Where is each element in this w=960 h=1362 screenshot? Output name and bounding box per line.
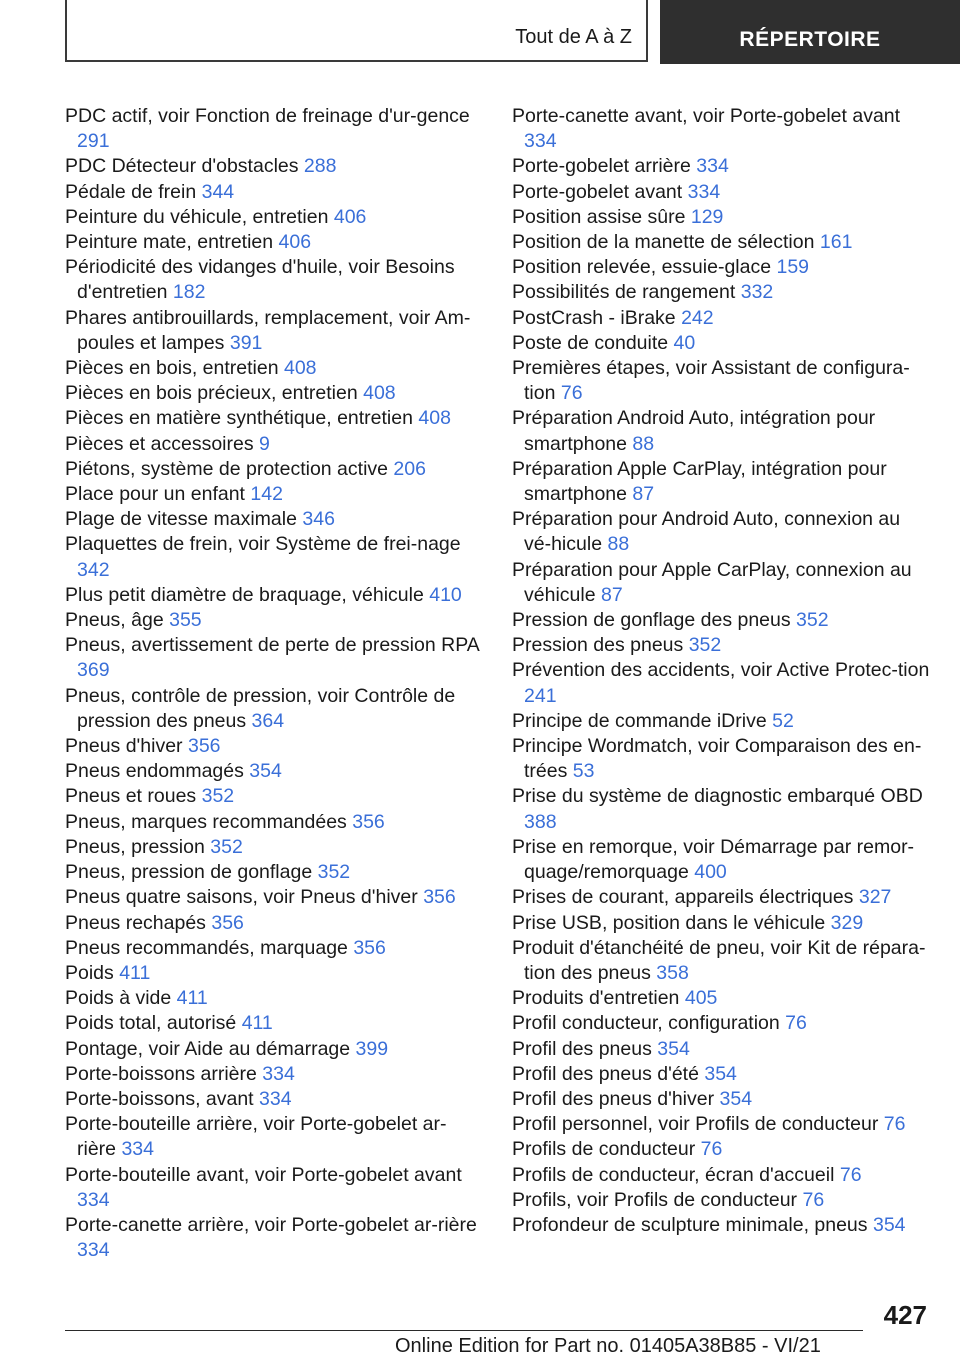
index-term: Principe Wordmatch, voir Comparaison des en-trées — [512, 735, 922, 783]
index-entry — [65, 205, 485, 230]
page-reference-link[interactable]: 352 — [688, 634, 722, 657]
page-reference-link[interactable]: 334 — [77, 1188, 110, 1211]
index-entry — [512, 1213, 932, 1238]
index-term: Porte-canette arrière, voir Porte-gobelet ar-rière — [65, 1213, 477, 1236]
index-entry — [512, 1112, 932, 1137]
index-entry — [512, 633, 932, 658]
index-entry — [65, 507, 485, 532]
page-reference-link[interactable]: 346 — [302, 508, 335, 531]
index-term: Porte-boissons, avant — [65, 1087, 254, 1110]
page-reference-link[interactable]: 76 — [700, 1138, 723, 1161]
page-reference-link[interactable]: 159 — [776, 256, 810, 279]
page-reference-link[interactable]: 40 — [673, 331, 696, 354]
index-term: Porte-gobelet arrière — [512, 155, 691, 178]
index-term: Plage de vitesse maximale — [65, 508, 297, 531]
index-term: Pneus, pression de gonflage — [65, 861, 313, 884]
index-entry — [512, 356, 932, 406]
index-term: Poids total, autorisé — [65, 1012, 237, 1035]
index-term: PDC Détecteur d'obstacles — [65, 155, 299, 178]
index-term: Premières étapes, voir Assistant de configura-tion — [512, 357, 910, 405]
index-column-right — [512, 104, 932, 1238]
index-term: Peinture du véhicule, entretien — [65, 205, 329, 228]
index-entry — [65, 255, 485, 305]
index-entry — [65, 1062, 485, 1087]
index-term: Profil des pneus d'hiver — [512, 1087, 715, 1110]
index-entry — [65, 911, 485, 936]
index-entry — [65, 230, 485, 255]
index-term: Possibilités de rangement — [512, 281, 736, 304]
index-term: Produit d'étanchéité de pneu, voir Kit de répara-tion des pneus — [512, 936, 926, 984]
index-entry — [512, 154, 932, 179]
index-term: Piétons, système de protection active — [65, 457, 388, 480]
page-reference-link[interactable]: 408 — [283, 357, 317, 380]
index-term: PostCrash - iBrake — [512, 306, 676, 329]
index-entry — [512, 406, 932, 456]
index-entry — [65, 1163, 485, 1213]
index-entry — [512, 331, 932, 356]
page-reference-link[interactable]: 241 — [524, 684, 557, 707]
index-entry — [65, 154, 485, 179]
page-reference-link[interactable]: 356 — [353, 936, 386, 959]
page-reference-link[interactable]: 334 — [696, 155, 729, 178]
index-term: Porte-bouteille arrière, voir Porte-gobelet ar-rière — [65, 1113, 447, 1161]
index-term: Profils de conducteur, écran d'accueil — [512, 1163, 835, 1186]
page-reference-link[interactable]: 87 — [632, 483, 655, 506]
index-term: Poids à vide — [65, 987, 172, 1010]
index-entry — [65, 936, 485, 961]
page-reference-link[interactable]: 408 — [363, 382, 396, 405]
chapter-title: RÉPERTOIRE — [739, 28, 881, 51]
page-reference-link[interactable]: 406 — [333, 205, 367, 228]
index-term: Poste de conduite — [512, 331, 669, 354]
index-term: Position de la manette de sélection — [512, 231, 815, 254]
index-term: Porte-gobelet avant — [512, 180, 683, 203]
page-reference-link[interactable]: 76 — [802, 1188, 825, 1211]
index-entry — [512, 1011, 932, 1036]
index-entry — [65, 306, 485, 356]
page-reference-link[interactable]: 356 — [211, 911, 244, 934]
page-reference-link[interactable]: 356 — [423, 886, 456, 909]
page-reference-link[interactable]: 344 — [201, 180, 235, 203]
page-reference-link[interactable]: 182 — [172, 281, 206, 304]
index-term: Profil des pneus d'été — [512, 1062, 699, 1085]
index-entry — [65, 1087, 485, 1112]
index-term: Profils de conducteur — [512, 1138, 696, 1161]
page-reference-link[interactable]: 411 — [241, 1012, 273, 1035]
page-reference-link[interactable]: 354 — [657, 1037, 690, 1060]
index-term: Prise USB, position dans le véhicule — [512, 911, 826, 934]
index-term: Pneus recommandés, marquage — [65, 936, 348, 959]
index-term: Pneus, contrôle de pression, voir Contrôle de pression des pneus — [65, 684, 456, 732]
page-reference-link[interactable]: 352 — [317, 861, 351, 884]
index-entry — [512, 1037, 932, 1062]
page-reference-link[interactable]: 129 — [690, 205, 724, 228]
index-term: PDC actif, voir Fonction de freinage d'ur-gence — [65, 105, 470, 127]
page-reference-link[interactable]: 88 — [607, 533, 630, 556]
index-entry — [65, 406, 485, 431]
chapter-tab — [660, 0, 960, 64]
page-reference-link[interactable]: 334 — [524, 130, 557, 153]
page-reference-link[interactable]: 411 — [176, 987, 208, 1010]
index-entry — [65, 684, 485, 734]
page-reference-link[interactable]: 288 — [303, 155, 337, 178]
index-entry — [65, 583, 485, 608]
page-reference-link[interactable]: 334 — [262, 1062, 295, 1085]
page-reference-link[interactable]: 352 — [210, 835, 243, 858]
index-term: Pneus, âge — [65, 609, 164, 632]
index-term: Préparation Apple CarPlay, intégration pour smartphone — [512, 457, 887, 506]
index-entry — [512, 784, 932, 834]
page-reference-link[interactable]: 334 — [77, 1239, 110, 1262]
index-entry — [512, 457, 932, 507]
index-entry — [65, 608, 485, 633]
page-reference-link[interactable]: 352 — [201, 785, 235, 808]
index-entry — [65, 835, 485, 860]
page-reference-link[interactable]: 354 — [704, 1062, 737, 1085]
index-term: Périodicité des vidanges d'huile, voir Besoins d'entretien — [65, 256, 455, 304]
index-entry — [65, 381, 485, 406]
page-reference-link[interactable]: 354 — [719, 1087, 753, 1110]
index-term: Poids — [65, 961, 114, 984]
page-reference-link[interactable]: 399 — [355, 1037, 389, 1060]
index-entry — [65, 104, 485, 154]
page-reference-link[interactable]: 142 — [250, 483, 283, 506]
index-term: Pièces en matière synthétique, entretien — [65, 407, 413, 430]
index-entry — [65, 1112, 485, 1162]
index-term: Préparation Android Auto, intégration pour smartphone — [512, 407, 876, 455]
index-entry — [512, 1087, 932, 1112]
index-entry — [512, 658, 932, 708]
index-entry — [65, 482, 485, 507]
index-term: Profils, voir Profils de conducteur — [512, 1188, 798, 1211]
page-reference-link[interactable]: 332 — [740, 281, 774, 304]
page-reference-link[interactable]: 161 — [819, 231, 853, 254]
index-entry — [65, 633, 485, 683]
index-entry — [512, 1163, 932, 1188]
footer — [0, 1333, 960, 1362]
page-reference-link[interactable]: 369 — [77, 659, 110, 682]
footer-divider — [65, 1330, 863, 1331]
index-term: Produits d'entretien — [512, 987, 680, 1010]
index-entry — [512, 306, 932, 331]
index-term: Porte-bouteille avant, voir Porte-gobelet avant — [65, 1163, 462, 1186]
index-term: Porte-boissons arrière — [65, 1062, 257, 1085]
index-term: Préparation pour Android Auto, connexion au vé-hicule — [512, 508, 901, 556]
edition-label: Online Edition for Part no. 01405A38B85 - VI/21 — [395, 1335, 821, 1357]
page-reference-link[interactable]: 410 — [429, 583, 462, 606]
index-entry — [65, 180, 485, 205]
page-reference-link[interactable]: 334 — [259, 1087, 292, 1110]
index-term: Profil conducteur, configuration — [512, 1012, 780, 1035]
index-entry — [65, 532, 485, 582]
index-term: Pneus et roues — [65, 785, 197, 808]
index-entry — [65, 457, 485, 482]
index-entry — [512, 280, 932, 305]
page-reference-link[interactable]: 352 — [796, 609, 829, 632]
index-term: Phares antibrouillards, remplacement, voir Am-poules et lampes — [65, 306, 471, 354]
index-entry — [512, 608, 932, 633]
index-term: Pièces en bois, entretien — [65, 357, 279, 380]
page-reference-link[interactable]: 342 — [77, 558, 110, 581]
index-entry — [512, 709, 932, 734]
index-entry — [65, 986, 485, 1011]
page-reference-link[interactable]: 406 — [278, 231, 312, 254]
page-reference-link[interactable]: 291 — [77, 130, 110, 153]
page-reference-link[interactable]: 334 — [121, 1138, 154, 1161]
index-term: Position assise sûre — [512, 205, 686, 228]
index-entry — [512, 230, 932, 255]
page-reference-link[interactable]: 206 — [393, 457, 426, 480]
page-reference-link[interactable]: 356 — [187, 735, 221, 758]
index-entry — [65, 810, 485, 835]
index-entry — [512, 1137, 932, 1162]
index-entry — [65, 734, 485, 759]
index-term: Pneus rechapés — [65, 911, 206, 934]
index-entry — [512, 205, 932, 230]
index-term: Prévention des accidents, voir Active Protec-tion — [512, 659, 930, 682]
index-term: Pontage, voir Aide au démarrage — [65, 1037, 351, 1060]
index-entry — [512, 1062, 932, 1087]
index-term: Profil des pneus — [512, 1037, 652, 1060]
page-reference-link[interactable]: 76 — [883, 1113, 906, 1136]
index-entry — [512, 558, 932, 608]
index-entry — [512, 104, 932, 154]
page-reference-link[interactable]: 329 — [830, 911, 864, 934]
index-entry — [65, 885, 485, 910]
page-reference-link[interactable]: 242 — [681, 306, 714, 329]
index-entry — [512, 885, 932, 910]
page-reference-link[interactable]: 354 — [872, 1213, 906, 1236]
page-reference-link[interactable]: 358 — [656, 961, 689, 984]
page-reference-link[interactable]: 354 — [249, 760, 282, 783]
index-entry — [512, 180, 932, 205]
page-reference-link[interactable]: 400 — [694, 861, 727, 884]
page-reference-link[interactable]: 52 — [772, 709, 794, 732]
index-entry — [512, 911, 932, 936]
page-number: 427 — [883, 1300, 927, 1330]
index-term: Pneus d'hiver — [65, 735, 183, 758]
header-section-tab — [65, 0, 648, 62]
index-term: Peinture mate, entretien — [65, 231, 274, 254]
page-reference-link[interactable]: 355 — [169, 609, 202, 632]
page-reference-link[interactable]: 53 — [572, 760, 595, 783]
page-reference-link[interactable]: 405 — [684, 987, 718, 1010]
page-reference-link[interactable]: 364 — [251, 709, 285, 732]
page-reference-link[interactable]: 411 — [119, 961, 151, 984]
index-term: Pneus quatre saisons, voir Pneus d'hiver — [65, 886, 418, 909]
index-term: Pneus, marques recommandées — [65, 810, 347, 833]
page-reference-link[interactable]: 76 — [560, 382, 583, 405]
index-entry — [512, 734, 932, 784]
section-title: Tout de A à Z — [515, 26, 632, 48]
page-reference-link[interactable]: 388 — [524, 810, 557, 833]
index-term: Pièces en bois précieux, entretien — [65, 382, 358, 405]
index-term: Profil personnel, voir Profils de conducteur — [512, 1113, 879, 1136]
index-term: Plus petit diamètre de braquage, véhicule — [65, 583, 424, 606]
index-entry — [65, 961, 485, 986]
index-term: Pièces et accessoires — [65, 432, 254, 455]
index-term: Pression des pneus — [512, 634, 684, 657]
index-term: Pneus, avertissement de perte de pression RPA — [65, 634, 479, 657]
index-entry — [65, 1011, 485, 1036]
page-reference-link[interactable]: 391 — [229, 331, 263, 354]
page-reference-link[interactable]: 76 — [839, 1163, 862, 1186]
index-term: Principe de commande iDrive — [512, 709, 767, 732]
index-entry — [65, 1213, 485, 1263]
index-term: Porte-canette avant, voir Porte-gobelet avant — [512, 105, 901, 127]
page-reference-link[interactable]: 9 — [259, 432, 270, 455]
index-term: Pression de gonflage des pneus — [512, 609, 791, 632]
index-entry — [65, 860, 485, 885]
page-reference-link[interactable]: 76 — [785, 1012, 807, 1035]
page-reference-link[interactable]: 356 — [352, 810, 385, 833]
index-entry — [512, 936, 932, 986]
index-term: Prises de courant, appareils électriques — [512, 886, 854, 909]
page-reference-link[interactable]: 88 — [632, 432, 655, 455]
index-entry — [512, 1188, 932, 1213]
page-reference-link[interactable]: 334 — [687, 180, 721, 203]
index-entry — [512, 835, 932, 885]
index-term: Préparation pour Apple CarPlay, connexion au véhicule — [512, 558, 912, 606]
index-term: Place pour un enfant — [65, 483, 245, 506]
index-term: Profondeur de sculpture minimale, pneus — [512, 1213, 868, 1236]
index-term: Pneus, pression — [65, 835, 205, 858]
index-term: Pneus endommagés — [65, 760, 244, 783]
index-entry — [65, 1037, 485, 1062]
page-reference-link[interactable]: 408 — [418, 407, 451, 430]
index-term: Position relevée, essuie-glace — [512, 256, 772, 279]
index-entry — [65, 784, 485, 809]
index-term: Prise du système de diagnostic embarqué OBD — [512, 785, 923, 808]
index-entry — [512, 255, 932, 280]
index-entry — [65, 432, 485, 457]
index-entry — [512, 986, 932, 1011]
index-term: Pédale de frein — [65, 180, 197, 203]
index-entry — [65, 356, 485, 381]
page-reference-link[interactable]: 87 — [600, 583, 623, 606]
index-entry — [512, 507, 932, 557]
index-column-left — [65, 104, 485, 1263]
page-reference-link[interactable]: 327 — [858, 886, 892, 909]
index-entry — [65, 759, 485, 784]
index-term: Prise en remorque, voir Démarrage par remor-quage/remorquage — [512, 835, 915, 884]
index-term: Plaquettes de frein, voir Système de frei-nage — [65, 533, 461, 556]
